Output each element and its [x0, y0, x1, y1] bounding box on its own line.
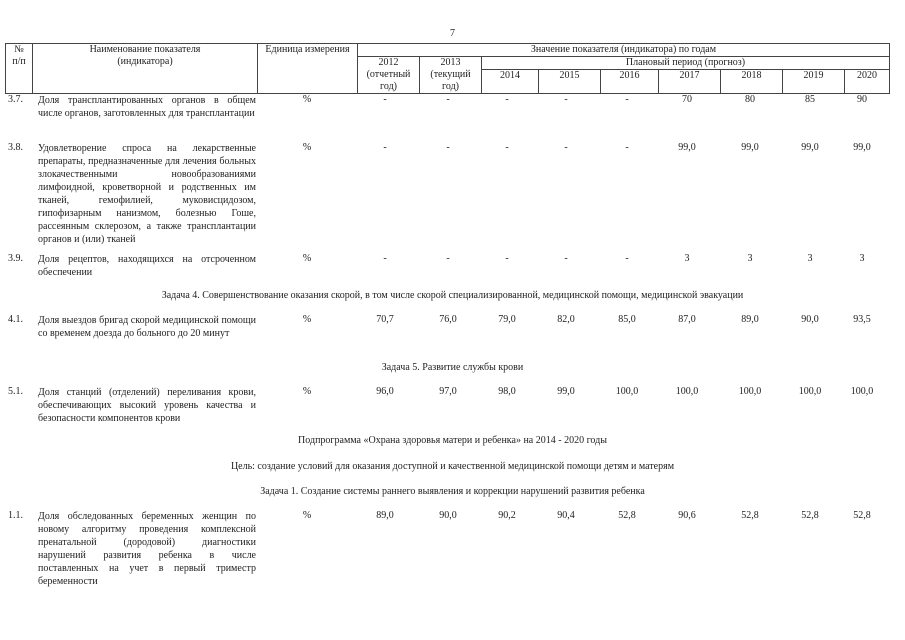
row-value: - — [625, 142, 629, 153]
subprogram-title: Подпрограмма «Охрана здоровья матери и ребенка» на 2014 - 2020 годы — [298, 435, 607, 446]
row-unit: % — [302, 142, 312, 153]
row-value: 3 — [859, 253, 865, 264]
row-value: 93,5 — [853, 314, 871, 325]
row-value: 96,0 — [376, 386, 394, 397]
row-value: 99,0 — [853, 142, 871, 153]
header-name: Наименование показателя (индикатора) — [33, 44, 258, 94]
row-value: 100,0 — [615, 386, 639, 397]
row-unit: % — [302, 314, 312, 325]
row-value: 100,0 — [798, 386, 822, 397]
row-value: - — [446, 94, 450, 105]
row-number: 5.1. — [8, 386, 23, 397]
row-value: 79,0 — [498, 314, 516, 325]
row-value: - — [564, 94, 568, 105]
row-number: 3.7. — [8, 94, 23, 105]
row-value: 98,0 — [498, 386, 516, 397]
row-value: - — [383, 253, 387, 264]
header-values: Значение показателя (индикатора) по годам — [358, 44, 890, 57]
row-number: 3.9. — [8, 253, 23, 264]
row-value: 90,0 — [439, 510, 457, 521]
row-value: - — [383, 142, 387, 153]
row-name: Доля станций (отделений) переливания крови, обеспечивающих высокий уровень качества и безопасности компонентов крови — [38, 387, 256, 424]
row-value: 82,0 — [557, 314, 575, 325]
row-value: 3 — [684, 253, 690, 264]
row-value: 70 — [682, 94, 692, 105]
row-name: Удовлетворение спроса на лекарственные препараты, предназначенные для лечения больных злокачественными новообразованиями лимфоидной, кроветворной и родственных им тканей, гемофилией, муковисцидозом, гипофизарным нанизмом, болезнью Гоше, рассеянным склерозом, а также трансплантации органов и (или) тканей — [38, 143, 256, 245]
row-value: 89,0 — [376, 510, 394, 521]
goal-line: Цель: создание условий для оказания доступной и качественной медицинской помощи детям и матерям — [230, 461, 675, 472]
header-2013: 2013 (текущий год) — [420, 57, 482, 94]
header-num: № п/п — [6, 44, 33, 94]
header-year: 2017 — [659, 70, 721, 94]
row-name: Доля трансплантированных органов в общем числе органов, заготовленных для трансплантации — [38, 95, 256, 119]
row-number: 1.1. — [8, 510, 23, 521]
header-unit: Единица измерения — [258, 44, 358, 94]
row-value: 85 — [805, 94, 815, 105]
row-unit: % — [302, 94, 312, 105]
header-year: 2015 — [539, 70, 601, 94]
row-value: - — [505, 253, 509, 264]
header-2012: 2012 (отчетный год) — [358, 57, 420, 94]
row-value: 90,2 — [498, 510, 516, 521]
header-year: 2016 — [601, 70, 659, 94]
header-plan: Плановый период (прогноз) — [482, 57, 890, 70]
header-year: 2019 — [783, 70, 845, 94]
row-value: - — [564, 142, 568, 153]
row-value: 99,0 — [801, 142, 819, 153]
row-value: 100,0 — [675, 386, 699, 397]
row-value: 52,8 — [618, 510, 636, 521]
row-value: - — [446, 142, 450, 153]
row-value: - — [625, 94, 629, 105]
row-value: - — [383, 94, 387, 105]
row-number: 3.8. — [8, 142, 23, 153]
row-value: 52,8 — [801, 510, 819, 521]
row-value: 99,0 — [678, 142, 696, 153]
row-value: 97,0 — [439, 386, 457, 397]
row-value: 3 — [747, 253, 753, 264]
header-year: 2014 — [482, 70, 539, 94]
row-value: 99,0 — [557, 386, 575, 397]
row-value: 52,8 — [741, 510, 759, 521]
row-name: Доля рецептов, находящихся на отсроченном обеспечении — [38, 254, 256, 278]
row-value: 89,0 — [741, 314, 759, 325]
row-value: 80 — [745, 94, 755, 105]
row-value: 70,7 — [376, 314, 394, 325]
row-value: - — [446, 253, 450, 264]
row-value: - — [505, 142, 509, 153]
row-value: 100,0 — [738, 386, 762, 397]
row-unit: % — [302, 386, 312, 397]
row-value: 52,8 — [853, 510, 871, 521]
header-year: 2018 — [721, 70, 783, 94]
row-name: Доля выездов бригад скорой медицинской помощи со временем доезда до больного до 20 минут — [38, 315, 256, 339]
row-value: 76,0 — [439, 314, 457, 325]
page-number: 7 — [450, 28, 455, 39]
row-value: - — [505, 94, 509, 105]
header-year: 2020 — [845, 70, 890, 94]
row-value: 87,0 — [678, 314, 696, 325]
row-name: Доля обследованных беременных женщин по новому алгоритму проведения комплексной пренатальной (дородовой) диагностики нарушений развития ребенка в числе поставленных на учет в первый триместр беременности — [38, 511, 256, 587]
row-value: 85,0 — [618, 314, 636, 325]
section-title-task4: Задача 4. Совершенствование оказания скорой, в том числе скорой специализированной, медицинской помощи, медицинской эвакуации — [161, 290, 744, 301]
row-value: 90 — [857, 94, 867, 105]
row-unit: % — [302, 253, 312, 264]
row-value: 90,6 — [678, 510, 696, 521]
row-value: - — [625, 253, 629, 264]
table-header — [5, 43, 890, 94]
row-value: 90,4 — [557, 510, 575, 521]
row-value: 3 — [807, 253, 813, 264]
row-value: - — [564, 253, 568, 264]
section-title-task1: Задача 1. Создание системы раннего выявления и коррекции нарушений развития ребенка — [260, 486, 645, 497]
row-unit: % — [302, 510, 312, 521]
row-value: 99,0 — [741, 142, 759, 153]
row-value: 90,0 — [801, 314, 819, 325]
row-number: 4.1. — [8, 314, 23, 325]
row-value: 100,0 — [850, 386, 874, 397]
section-title-task5: Задача 5. Развитие службы крови — [381, 362, 524, 373]
